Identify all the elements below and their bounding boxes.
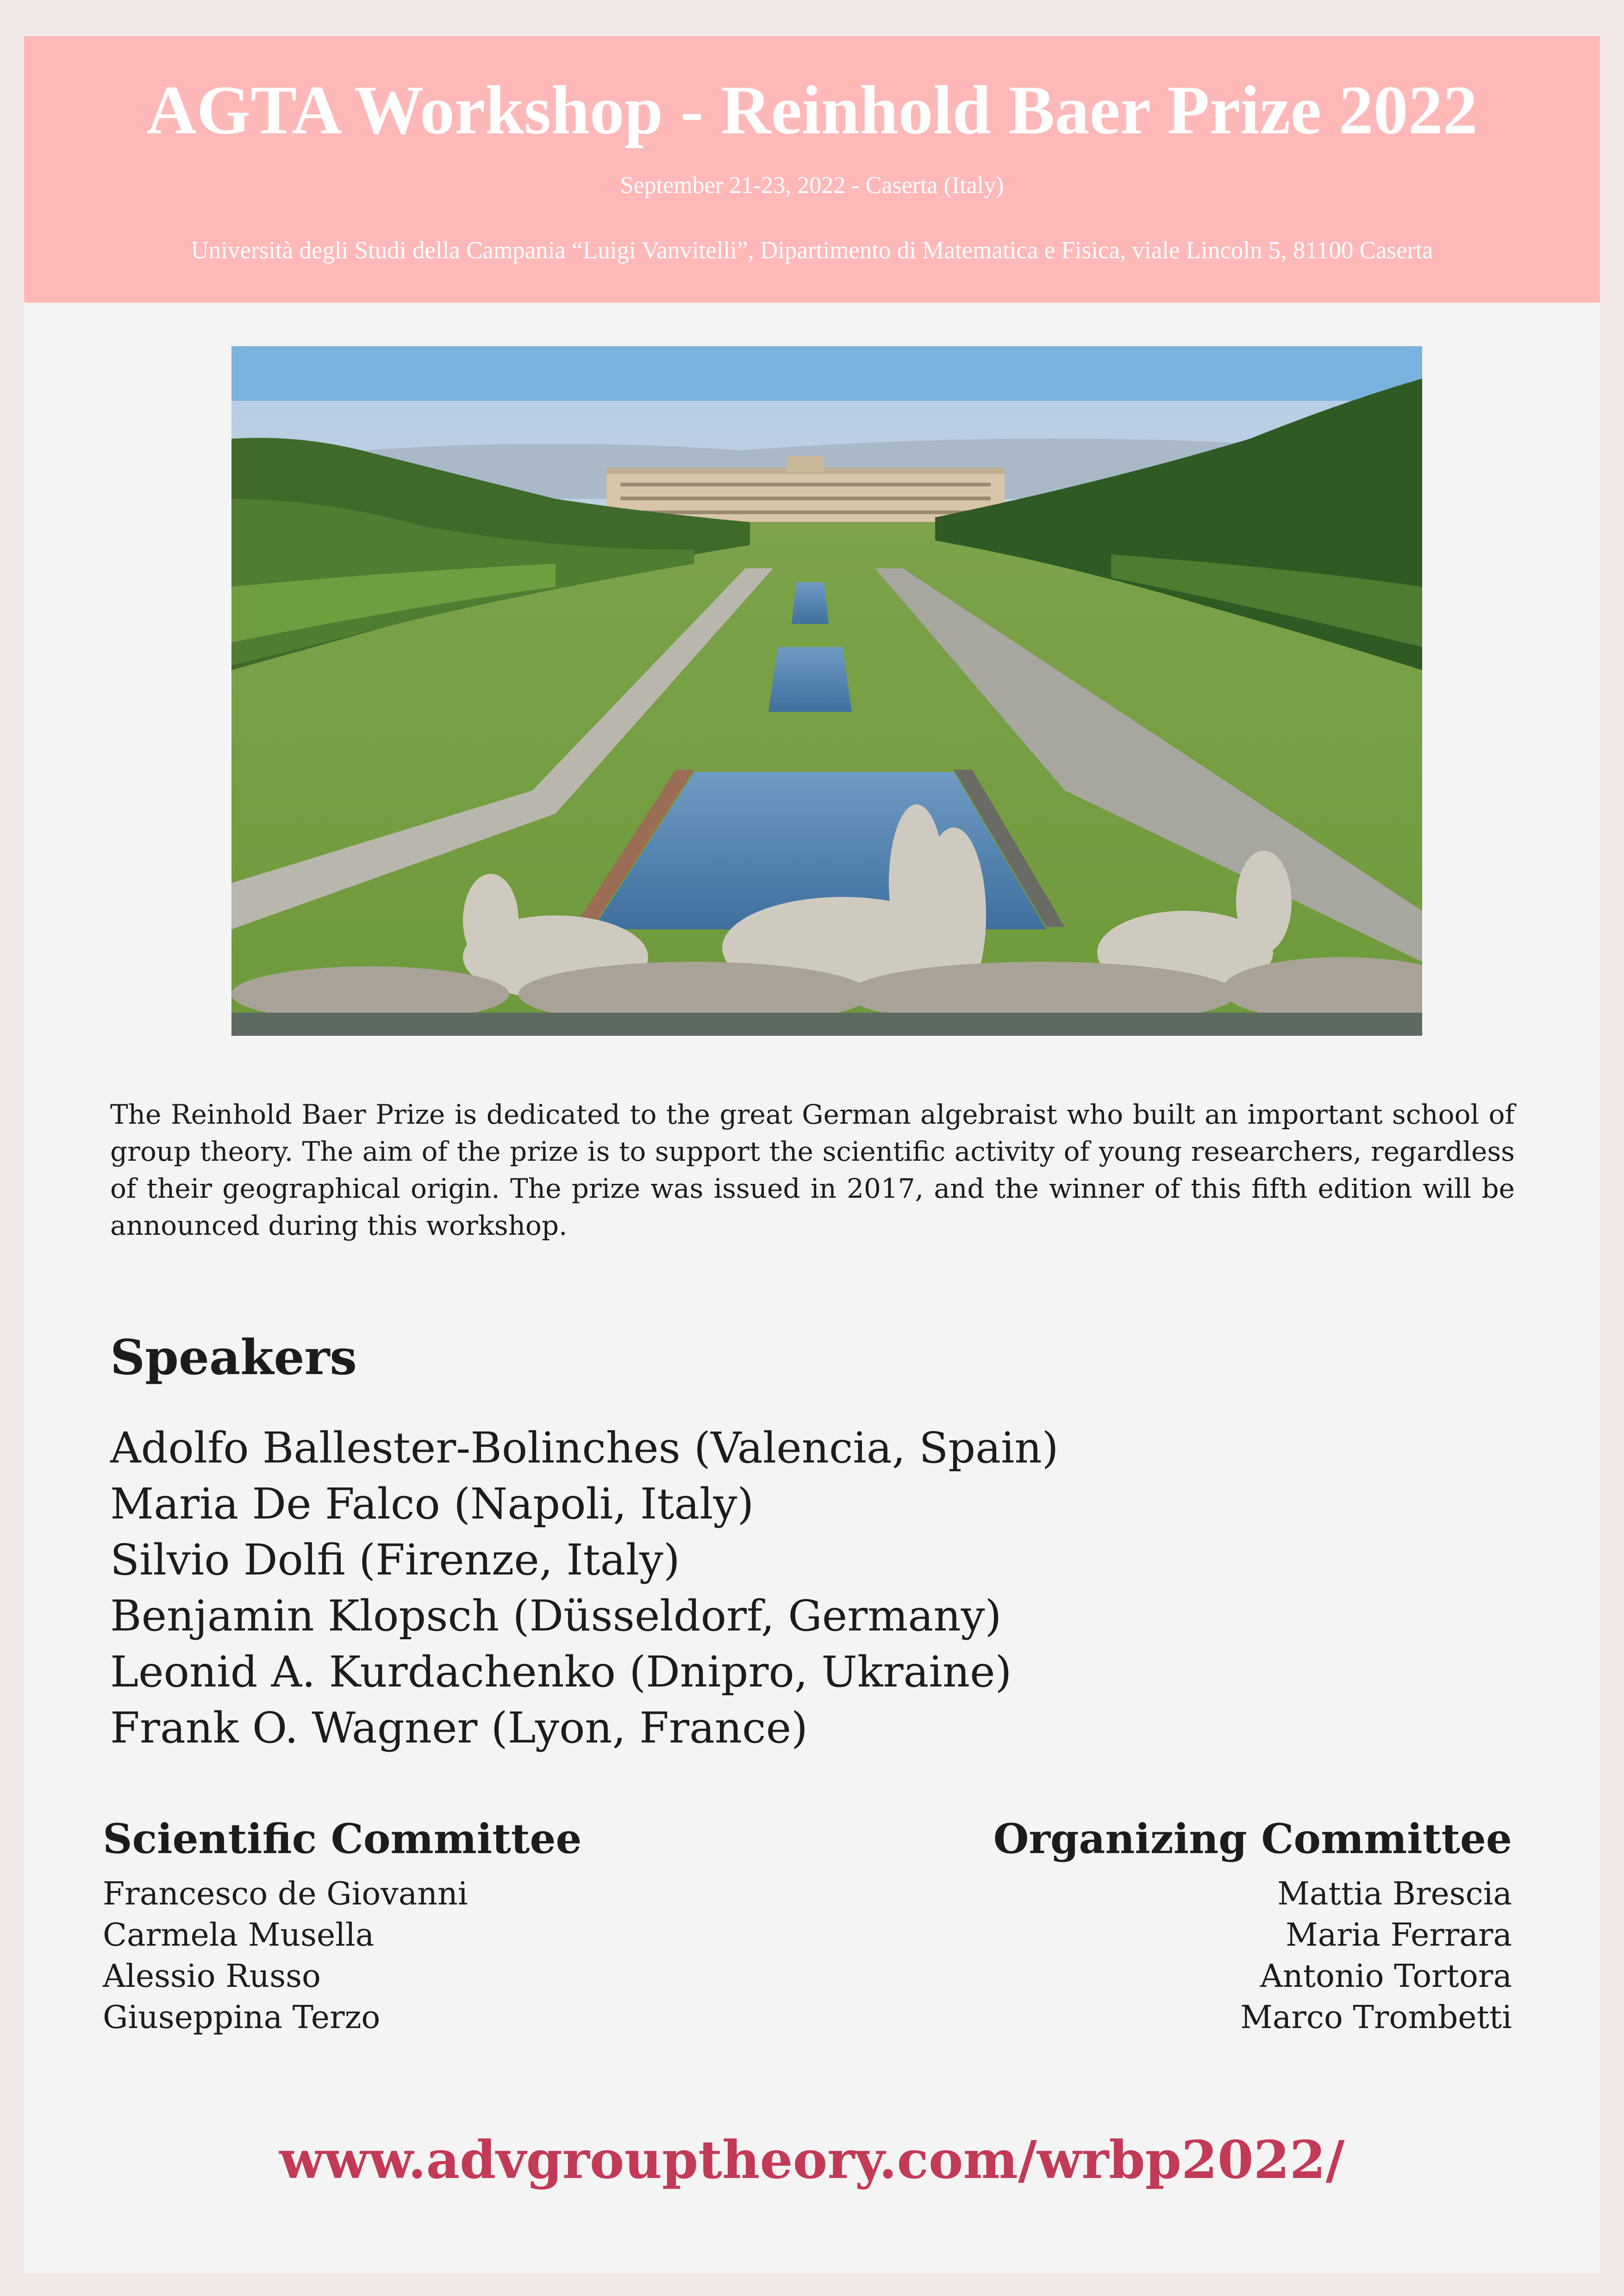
speaker-item: Adolfo Ballester-Bolinches (Valencia, Spain): [110, 1423, 1059, 1473]
scientific-committee-heading: Scientific Committee: [103, 1815, 582, 1863]
committee-member: Giuseppina Terzo: [103, 1999, 381, 2036]
committee-member: Antonio Tortora: [1260, 1958, 1512, 1995]
speakers-list: [110, 1420, 1059, 1756]
speaker-item: Frank O. Wagner (Lyon, France): [110, 1703, 808, 1753]
committee-member: Carmela Musella: [103, 1917, 375, 1954]
poster: [24, 36, 1600, 2273]
speaker-item: Benjamin Klopsch (Düsseldorf, Germany): [110, 1591, 1002, 1641]
committee-member: Marco Trombetti: [1240, 1999, 1512, 2036]
scientific-committee: [103, 1813, 581, 2038]
event-title: AGTA Workshop - Reinhold Baer Prize 2022: [146, 72, 1478, 149]
organizing-committee-heading: Organizing Committee: [993, 1815, 1512, 1863]
speakers-heading: Speakers: [110, 1329, 357, 1386]
organizing-committee: [993, 1813, 1512, 2038]
committee-member: Maria Ferrara: [1286, 1917, 1512, 1954]
committee-member: Alessio Russo: [103, 1958, 321, 1995]
speaker-item: Leonid A. Kurdachenko (Dnipro, Ukraine): [110, 1647, 1012, 1697]
committee-member: Mattia Brescia: [1277, 1876, 1512, 1912]
scientific-committee-list: [103, 1873, 581, 2038]
event-address: Università degli Studi della Campania “Luigi Vanvitelli”, Dipartimento di Matematica e Fisica, viale Lincoln 5, 81100 Caserta: [191, 237, 1433, 264]
speaker-item: Silvio Dolfi (Firenze, Italy): [110, 1535, 680, 1585]
header-banner: [24, 36, 1600, 303]
workshop-website: www.advgrouptheory.com/wrbp2022/: [279, 2130, 1345, 2190]
committee-member: Francesco de Giovanni: [103, 1876, 468, 1912]
speaker-item: Maria De Falco (Napoli, Italy): [110, 1479, 754, 1529]
prize-description: The Reinhold Baer Prize is dedicated to the great German algebraist who built an important school of group theory. The aim of the prize is to support the scientific activity of young researchers, regardless of their geographical origin. The prize was issued in 2017, and the winner of this fifth edition will be announced during this workshop.: [110, 1099, 1515, 1241]
reggia-caserta-photo: [231, 346, 1422, 1036]
event-dates: September 21-23, 2022 - Caserta (Italy): [620, 172, 1004, 199]
organizing-committee-list: [993, 1873, 1512, 2038]
